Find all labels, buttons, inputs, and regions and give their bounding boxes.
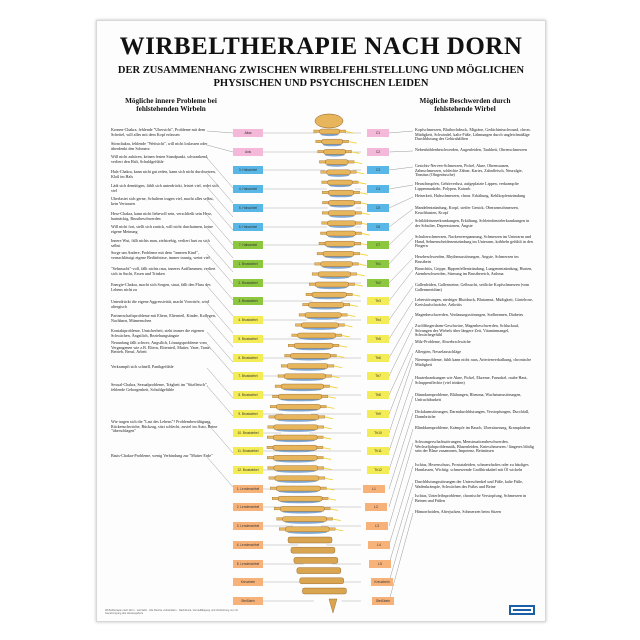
- transverse-process: [322, 395, 328, 398]
- left-vertebra-label: 7. Halswirbel: [233, 241, 263, 249]
- transverse-process: [318, 150, 324, 153]
- transverse-process: [354, 191, 360, 194]
- transverse-process: [322, 497, 328, 500]
- vertebra-body: [323, 251, 354, 256]
- right-vertebra-label: C1: [367, 129, 389, 137]
- poster-title: WIRBELTHERAPIE NACH DORN: [119, 33, 523, 60]
- transverse-process: [268, 426, 274, 429]
- spinal-nerve: [328, 397, 336, 399]
- transverse-process: [288, 344, 294, 347]
- vertebra-body: [305, 313, 341, 318]
- transverse-process: [352, 181, 358, 184]
- transverse-process: [322, 222, 328, 225]
- vertebra-body: [300, 578, 344, 584]
- spinal-nerve: [336, 356, 344, 358]
- transverse-process: [330, 354, 336, 357]
- left-problem-text: Hals-Chakra, kann nicht gut reden, kann sich nicht durchsetzen, Kloß im Hals: [111, 170, 216, 179]
- transverse-process: [355, 232, 361, 235]
- right-complaint-text: Durchblutungsstörungen der Unterschenkel und Füße, kalte Füße, Wadenkrämpfe, Schwächen des Fußes und Beine: [415, 480, 524, 489]
- left-vertebra-label: 4. Lendenwirbel: [233, 541, 263, 549]
- right-complaint-text: Ischias, Hexenschuss, Prostataleiden, schmerzhaftes oder zu häufiges Harnlassen, Wichtig: schmerzende Großhirnkabel mit Öl wickeln: [415, 463, 529, 472]
- vertebra-body: [274, 425, 318, 430]
- transverse-process: [317, 252, 323, 255]
- right-complaint-text: Schulterschmerzen, Nackenverspannung, Schmerzen im Unterarm und Hand, Sehnenscheidenentzündung im Unterarm, kribbeln gefühlt in den Fingern: [415, 235, 533, 249]
- right-vertebra-label: C2: [367, 148, 389, 156]
- spinal-nerve: [323, 458, 331, 460]
- left-problem-text: "Sehnsucht"-voll, fällt nichts raus, inneres Aufflammen, verliert sich in Sucht, Essen und Trinken: [111, 267, 216, 276]
- transverse-process: [346, 293, 352, 296]
- transverse-process: [329, 528, 335, 531]
- left-vertebra-label: 9. Brustwirbel: [233, 410, 263, 418]
- left-problem-text: Energie-Chakra, macht sich Sorgen, staut, fällt den Fluss des Lebens nicht zu: [111, 283, 211, 292]
- right-complaint-text: Kopfschmerzen, Bluthochdruck, Migräne, Gedächtnisschwund, chron. Müdigkeit, Schwindel, kalte Füße, Lähmungen durch ungleichmäßige Durchblutung des Gehirnhälften: [415, 128, 531, 142]
- left-problem-text: Will nicht zuhören, keinen festen Standpunkt, schwankend, verliert den Halt, Schuldgefühle: [111, 155, 209, 164]
- transverse-process: [355, 242, 361, 245]
- transverse-process: [303, 303, 309, 306]
- vertebra-body: [301, 323, 338, 328]
- spinal-nerve: [328, 499, 336, 501]
- right-complaint-text: Heiserkeit, Halsschmerzen, chron. Erkältung, Kehlkopfentzündung: [415, 194, 526, 198]
- spinal-nerve: [354, 162, 362, 164]
- transverse-process: [319, 161, 325, 164]
- transverse-process: [270, 487, 276, 490]
- transverse-process: [349, 283, 355, 286]
- spinal-nerve: [325, 417, 333, 419]
- right-vertebra-label: Th5: [367, 335, 389, 343]
- right-vertebra-label: Th12: [367, 466, 389, 474]
- transverse-process: [268, 467, 274, 470]
- right-complaint-text: Bronchitis, Grippe, Rippenfellentzündung, Lungenentzündung, Husten, Atembeschwerden, Stirnung im Brustbereich, Asthma: [415, 267, 533, 276]
- vertebra-body: [276, 486, 320, 491]
- right-vertebra-label: L2: [365, 503, 387, 511]
- spinal-nerve: [356, 172, 364, 174]
- vertebra-body: [325, 160, 348, 165]
- transverse-process: [316, 140, 322, 143]
- transverse-process: [351, 273, 357, 276]
- vertebra-body: [329, 200, 355, 205]
- spinal-nerve: [358, 183, 366, 185]
- transverse-process: [272, 497, 278, 500]
- right-vertebra-label: Th2: [367, 279, 389, 287]
- left-problem-text: Partnerschaftsprobleme mit Eltern, Elternteil, Kinder, Kollegen, Nachbarn, Mitmenschen: [111, 314, 216, 323]
- left-vertebra-label: Atlas: [233, 129, 263, 137]
- transverse-process: [344, 303, 350, 306]
- transverse-process: [355, 212, 361, 215]
- spinal-nerve: [323, 448, 331, 450]
- left-vertebra-label: 5. Halswirbel: [233, 204, 263, 212]
- right-complaint-text: Milz-Probleme, Abwehrschwäche: [415, 340, 471, 344]
- transverse-process: [277, 518, 283, 521]
- right-heading-line: Mögliche Beschwerden durch: [419, 97, 511, 105]
- left-problem-text: Basis-Chakra-Probleme, wenig Verbindung zur "Mutter Erde": [111, 454, 213, 458]
- right-complaint-text: Schwangerschaftsstörungen, Menstruationsbeschwerden, Wechseljahrproblematik, Blasenleiden, Knieschmerzen / längeres blödig sein der Blase zusammen, Impotenz, Bettnässen: [415, 440, 534, 454]
- transverse-process: [320, 405, 326, 408]
- right-complaint-text: Mandelentzündung, Kropf, steifer Genick, Oberarmschmerzen, Keuchhusten, Kropf: [415, 206, 519, 215]
- left-vertebra-label: 4. Brustwirbel: [233, 316, 263, 324]
- left-vertebra-label: 1. Lendenwirbel: [233, 485, 263, 493]
- transverse-process: [326, 375, 332, 378]
- transverse-process: [272, 395, 278, 398]
- transverse-process: [333, 344, 339, 347]
- transverse-process: [339, 324, 345, 327]
- vertebra-body: [328, 211, 355, 216]
- left-problem-text: Will nicht fort, stellt sich zurück, will nicht durchatmen, keine eigene Meinung: [111, 225, 213, 234]
- transverse-process: [324, 385, 330, 388]
- left-vertebra-label: 1. Brustwirbel: [233, 260, 263, 268]
- transverse-process: [352, 263, 358, 266]
- skull-base-shape: [315, 114, 343, 128]
- spinal-nerve: [339, 346, 347, 348]
- right-vertebra-label: C5: [367, 204, 389, 212]
- right-vertebra-label: C6: [367, 223, 389, 231]
- spinal-nerve: [325, 478, 333, 480]
- transverse-process: [354, 252, 360, 255]
- left-problem-text: Sorge um Andere, Probleme mit dem "inneren Kind", vernachlässigt eigene Bedürfnisse, immer traurig, weint viel: [111, 251, 210, 260]
- transverse-process: [328, 365, 334, 368]
- vertebra-body: [326, 231, 355, 236]
- transverse-process: [274, 507, 280, 510]
- left-heading-line: Mögliche innere Probleme bei: [125, 97, 217, 105]
- left-problem-text: Sexual-Chakra, Sexualprobleme, Trägheit im "Sitzfleisch", fehlende Geborgenheit, Schuldgefühle: [111, 383, 208, 392]
- vertebra-body: [291, 353, 331, 358]
- transverse-process: [346, 150, 352, 153]
- transverse-process: [324, 507, 330, 510]
- spinal-nerve: [345, 325, 353, 327]
- right-vertebra-label: Th3: [367, 297, 389, 305]
- spinal-nerve: [360, 254, 368, 256]
- transverse-process: [343, 140, 349, 143]
- vertebra-body: [302, 588, 346, 594]
- left-problem-text: Überlastet sich gerne, Schultern tragen viel, macht alles selbst, kein Vertrauen: [111, 197, 214, 206]
- spinal-nerve: [349, 142, 357, 144]
- transverse-process: [322, 191, 328, 194]
- vertebra-body: [273, 445, 317, 450]
- left-vertebra-label: 8. Brustwirbel: [233, 391, 263, 399]
- right-vertebra-label: L1: [363, 485, 385, 493]
- transverse-process: [292, 334, 298, 337]
- spinal-nerve: [347, 315, 355, 317]
- poster-subtitle-line-2: PHYSISCHEN UND PSYCHISCHEN LEIDEN: [213, 78, 429, 89]
- left-vertebra-label: 5. Brustwirbel: [233, 335, 263, 343]
- spinal-nerve: [352, 152, 360, 154]
- vertebra-body: [328, 221, 356, 226]
- left-vertebra-label: 10. Brustwirbel: [233, 429, 263, 437]
- left-problem-text: Kronen-Chakra, fehlende "Übersicht", Probleme mit dem Scheitel, will alles mit dem Kopf erfassen: [111, 128, 206, 137]
- right-complaint-text: Allergien, Nesselausschläge: [415, 350, 462, 354]
- left-vertebra-label: 5. Lendenwirbel: [233, 560, 263, 568]
- vertebra-body: [275, 476, 319, 481]
- poster: [96, 20, 546, 622]
- spinal-nerve: [335, 529, 343, 531]
- transverse-process: [319, 242, 325, 245]
- vertebra-body: [280, 506, 324, 511]
- transverse-process: [309, 283, 315, 286]
- spinal-nerve: [355, 285, 363, 287]
- vertebra-body: [285, 527, 329, 532]
- right-vertebra-label: Steißbein: [372, 597, 394, 605]
- right-vertebra-label: Kreuzbein: [371, 578, 393, 586]
- right-vertebra-label: L5: [369, 560, 391, 568]
- right-complaint-text: Zwölffingerdarm-Geschwüre, Magenbeschwerden, Schluckauf, Störungen des Wirbels über längere Zeit, Vitaminmangel, Schwächegefühl: [415, 324, 520, 338]
- left-vertebra-label: Steißbein: [233, 597, 263, 605]
- transverse-process: [267, 456, 273, 459]
- vertebra-body: [281, 384, 324, 389]
- transverse-process: [320, 232, 326, 235]
- vertebra-body: [294, 343, 333, 348]
- left-heading-line: fehlstehenden Wirbeln: [136, 105, 206, 113]
- right-complaint-text: Gallenleiden, Gallensteine, Gelbsucht, seitliche Kopfschmerzen (vom Gallenmeridian): [415, 283, 530, 292]
- transverse-process: [270, 405, 276, 408]
- spinal-nerve: [326, 489, 334, 491]
- transverse-process: [317, 436, 323, 439]
- right-complaint-text: Nierenprobleme, fühlt kann nicht raus, Arterienverkalkung, chronische Müdigkeit: [415, 358, 532, 367]
- right-complaint-text: Dickdarmstörungen, Darmdurchblutungen, Verstopfungen, Durchfall, Darmbrüche: [415, 410, 530, 419]
- left-vertebra-label: 3. Lendenwirbel: [233, 522, 263, 530]
- left-vertebra-label: 6. Brustwirbel: [233, 354, 263, 362]
- spinal-nerve: [361, 213, 369, 215]
- left-problem-text: Neuanfang fällt schwer, Ängstlich, Lösungsprobleme vom Vergangenen wie z.B. Eltern, Elternteil, Mutter, Vater, Tante, Betrieb, Beruf, Arbeit: [111, 341, 211, 355]
- transverse-process: [285, 354, 291, 357]
- vertebra-body: [321, 262, 353, 267]
- right-complaint-text: Ischias, Unterleibsprobleme, chronische Verstopfung, Schmerzen in Beinen und Füßen: [415, 494, 527, 503]
- right-vertebra-label: Th4: [367, 316, 389, 324]
- spinal-nerve: [324, 427, 332, 429]
- right-complaint-text: Dünndarmprobleme, Blähungen, Rheuma, Wachstumsstörungen, Unfruchtbarkeit: [415, 393, 522, 402]
- left-problem-text: Verkrampft sich schnell, Panikgefühle: [111, 365, 174, 369]
- spinal-nerve: [332, 376, 340, 378]
- transverse-process: [356, 222, 362, 225]
- transverse-process: [319, 477, 325, 480]
- transverse-process: [340, 130, 346, 133]
- transverse-process: [327, 518, 333, 521]
- spinal-nerve: [326, 407, 334, 409]
- left-vertebra-label: Axis: [233, 148, 263, 156]
- left-vertebra-label: 3. Halswirbel: [233, 166, 263, 174]
- right-complaint-text: Heuschnupfen, Gehörverlust, aufgeplatzte Lippen, verkrampfte Lippenmuskeln, Polypen, Katarrh: [415, 182, 519, 191]
- spinal-nerve: [352, 295, 360, 297]
- left-problem-text: Kontaktprobleme, Unsicherheit, sieht immer die eigenen Schwächen, Ängstlich, Beziehungsängste: [111, 329, 204, 338]
- vertebra-body: [278, 394, 321, 399]
- transverse-process: [269, 477, 275, 480]
- transverse-process: [318, 467, 324, 470]
- right-vertebra-label: Th8: [367, 391, 389, 399]
- spinal-nerve: [330, 387, 338, 389]
- right-complaint-text: Herzbeschwerden, Rhythmusstörungen, Ängste, Schmerzen im Brustbein: [415, 255, 519, 264]
- vertebra-body: [283, 517, 327, 522]
- vertebra-body: [273, 455, 317, 460]
- right-vertebra-label: L3: [366, 522, 388, 530]
- vertebra-body: [322, 139, 343, 144]
- coccyx-tip: [329, 599, 337, 613]
- right-vertebra-label: Th9: [367, 410, 389, 418]
- transverse-process: [317, 456, 323, 459]
- vertebra-body: [288, 537, 332, 543]
- vertebra-body: [320, 129, 340, 134]
- left-vertebra-label: 11. Brustwirbel: [233, 447, 263, 455]
- vertebra-body: [284, 374, 326, 379]
- publisher-logo-icon: [509, 605, 535, 615]
- transverse-process: [306, 293, 312, 296]
- vertebra-body: [325, 241, 355, 246]
- right-complaint-text: Gesichts-Nerven-Schmerzen, Pickel, Akne, Ohrensausen, Zahnschmerzen, schlechte Zähne, Karies, Zahnfleisch, Neuralgie, Tinnitus (Ohrgeräusche): [415, 164, 523, 178]
- left-vertebra-label: Kreuzbein: [233, 578, 263, 586]
- left-vertebra-label: 6. Halswirbel: [233, 223, 263, 231]
- spinal-nerve: [346, 132, 354, 134]
- transverse-process: [278, 375, 284, 378]
- vertebra-body: [327, 170, 351, 175]
- vertebra-body: [273, 435, 317, 440]
- vertebra-body: [309, 302, 344, 307]
- transverse-process: [319, 416, 325, 419]
- transverse-process: [281, 365, 287, 368]
- right-complaint-text: Schilddrüsenerkrankungen, Erkältung, Schleimbeutelerkrankungen in der Schulter, Depressionen, Ängste: [415, 219, 530, 228]
- spinal-nerve: [342, 336, 350, 338]
- left-problem-text: Wie tragen sich die "Last des Lebens"? Problembewältigung, Rückenschwäche, Rückzug, sitzt schlecht, zuviel im Auto, Beine "überschlagen": [111, 420, 218, 434]
- spinal-nerve: [361, 234, 369, 236]
- transverse-process: [267, 446, 273, 449]
- spinal-nerve: [350, 305, 358, 307]
- transverse-process: [314, 130, 320, 133]
- left-problem-text: Innere Wut, fällt nichts man, zielstrebig, verliert hart zu sich selbst: [111, 239, 210, 248]
- vertebra-body: [298, 333, 336, 338]
- vertebra-body: [287, 364, 328, 369]
- right-vertebra-label: Th1: [367, 260, 389, 268]
- spinal-nerve: [333, 519, 341, 521]
- transverse-process: [315, 263, 321, 266]
- footer-copyright: Wirbeltherapie nach Dorn · Lehrtafel · Alle Rechte vorbehalten · Nachdruck, Vervielfältigung und Verbreitung nur mit Genehmigung des Herausgebers: [105, 609, 238, 615]
- transverse-process: [320, 487, 326, 490]
- spinal-nerve: [334, 366, 342, 368]
- right-vertebra-label: C3: [367, 166, 389, 174]
- poster-subtitle-line-1: DER ZUSAMMENHANG ZWISCHEN WIRBELFEHLSTELLUNG UND MÖGLICHEN: [117, 65, 525, 76]
- left-vertebra-label: 7. Brustwirbel: [233, 372, 263, 380]
- transverse-process: [295, 324, 301, 327]
- vertebra-body: [278, 496, 322, 501]
- right-complaint-text: Magenbeschwerden, Verdauungsstörungen, Sodbrennen, Diabetes: [415, 313, 524, 317]
- vertebra-body: [291, 547, 335, 553]
- right-vertebra-label: C7: [367, 241, 389, 249]
- vertebra-body: [275, 415, 319, 420]
- right-vertebra-label: Th6: [367, 354, 389, 362]
- transverse-process: [350, 171, 356, 174]
- spinal-nerve: [357, 274, 365, 276]
- vertebra-body: [274, 466, 318, 471]
- left-vertebra-label: 12. Brustwirbel: [233, 466, 263, 474]
- transverse-process: [299, 314, 305, 317]
- vertebra-body: [312, 292, 346, 297]
- spinal-nerve: [324, 468, 332, 470]
- transverse-process: [348, 161, 354, 164]
- right-heading-line: fehlstehende Wirbel: [434, 105, 496, 113]
- left-vertebra-label: 3. Brustwirbel: [233, 297, 263, 305]
- transverse-process: [323, 201, 329, 204]
- transverse-process: [269, 416, 275, 419]
- vertebra-body: [324, 149, 346, 154]
- transverse-process: [318, 426, 324, 429]
- vertebra-body: [328, 190, 353, 195]
- left-problem-text: Unterdrückt die eigene Aggressivität, macht Vorwürfe, wird altergisch: [111, 300, 210, 309]
- right-vertebra-label: Th10: [367, 429, 389, 437]
- transverse-process: [322, 212, 328, 215]
- left-vertebra-label: 4. Halswirbel: [233, 185, 263, 193]
- transverse-process: [279, 528, 285, 531]
- right-vertebra-label: C4: [367, 185, 389, 193]
- transverse-process: [312, 273, 318, 276]
- left-problem-text: Lädt sich demütigen, fühlt sich unterdrückt, leistet viel, redet sich viel: [111, 184, 219, 193]
- right-vertebra-label: Th7: [367, 372, 389, 380]
- right-complaint-text: Leberstörungen, niedriger Blutdruck, Blutarmut, Müdigkeit, Gürtelrose, Kreislaufschwäche, Arthritis: [415, 298, 534, 307]
- right-vertebra-label: L4: [368, 541, 390, 549]
- left-vertebra-label: 2. Lendenwirbel: [233, 503, 263, 511]
- vertebra-body: [297, 568, 341, 574]
- transverse-process: [355, 201, 361, 204]
- vertebra-body: [318, 272, 351, 277]
- right-complaint-text: Blinddarmprobleme, Krämpfe im Bauch, Übersäuerung, Krampfadern: [415, 426, 531, 430]
- vertebra-body: [328, 180, 353, 185]
- right-complaint-text: Nebenhöhlenbeschwerden, Augenleiden, Taubheit, Ohrenschmerzen: [415, 148, 527, 152]
- transverse-process: [267, 436, 273, 439]
- left-vertebra-label: 2. Brustwirbel: [233, 279, 263, 287]
- transverse-process: [321, 171, 327, 174]
- transverse-process: [322, 181, 328, 184]
- spinal-nerve: [330, 509, 338, 511]
- transverse-process: [275, 385, 281, 388]
- vertebra-body: [276, 404, 320, 409]
- transverse-process: [317, 446, 323, 449]
- spinal-nerve: [323, 438, 331, 440]
- vertebra-body: [294, 557, 338, 563]
- transverse-process: [336, 334, 342, 337]
- spinal-nerve: [358, 264, 366, 266]
- right-vertebra-label: Th11: [367, 447, 389, 455]
- right-complaint-text: Hauterkrankungen wie Akne, Pickel, Ekzeme, Furunkel, raube Haut, Schuppenflechte (viel trinken): [415, 376, 528, 385]
- left-problem-text: Herz-Chakra, kann nicht liebevoll sein, verschließt sein Herz, hartnäckig, Brustbeschwerden: [111, 212, 212, 221]
- vertebra-body: [315, 282, 349, 287]
- left-problem-text: Stirnchakra, fehlende "Weitsicht", will nicht loslassen oder überdenkt den Schmerz: [111, 142, 208, 151]
- right-complaint-text: Hämorrhoiden, Afterjucken, Schmerzen beim Sitzen: [415, 510, 501, 514]
- transverse-process: [341, 314, 347, 317]
